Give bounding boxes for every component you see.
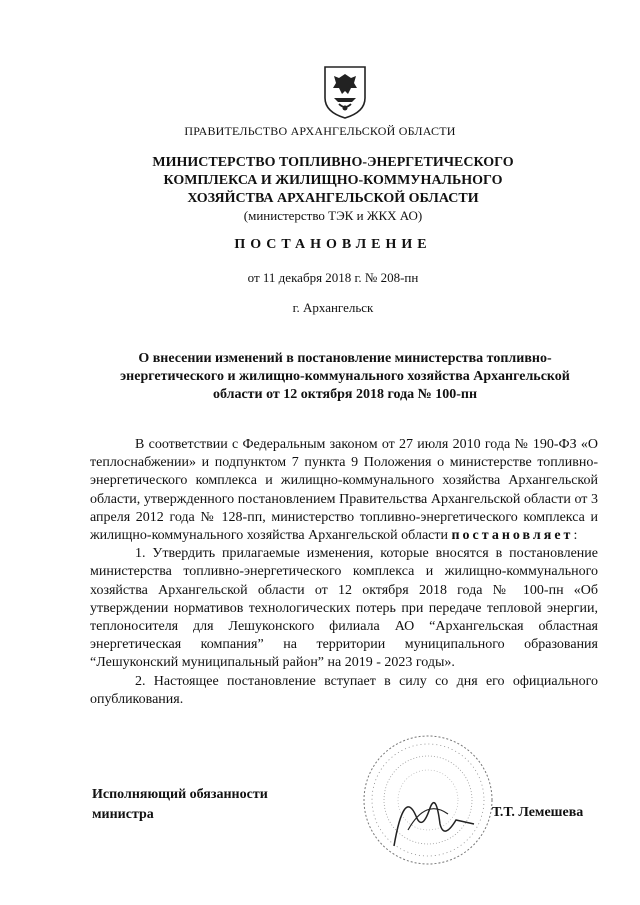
decrees-colon: : [573, 528, 578, 544]
signer-title-line: Исполняющий обязанности [92, 787, 268, 802]
signer-name: Т.Т. Лемешева [492, 805, 584, 820]
signer-title-line: министра [92, 807, 154, 822]
ministry-abbreviation: (министерство ТЭК и ЖКХ АО) [243, 208, 423, 223]
official-seal-icon [356, 728, 496, 878]
decrees-word: постановляет [451, 528, 574, 544]
ministry-line: ХОЗЯЙСТВА АРХАНГЕЛЬСКОЙ ОБЛАСТИ [187, 191, 479, 206]
ministry-line: КОМПЛЕКСА И ЖИЛИЩНО-КОММУНАЛЬНОГО [163, 173, 503, 188]
city: г. Архангельск [292, 300, 374, 315]
signer-title [92, 785, 268, 825]
ministry-name [0, 154, 640, 208]
government-name: ПРАВИТЕЛЬСТВО АРХАНГЕЛЬСКОЙ ОБЛАСТИ [184, 124, 456, 138]
ministry-line: МИНИСТЕРСТВО ТОПЛИВНО-ЭНЕРГЕТИЧЕСКОГО [152, 155, 514, 170]
preamble-text: В соответствии с Федеральным законом от 27 июля 2010 года № 190-ФЗ «О теплоснабжении» и подпунктом 7 пункта 9 Положения о министерстве топливно-энергетического комплекса и жилищно-коммунального хозяйства Архангельской области, утвержденного постановлением Правительства Архангельской области от 3 апреля 2012 года № 128-пп, министерство топливно-энергетического комплекса и жилищно-коммунального хозяйства Архангельской области [90, 437, 598, 544]
item-1: 1. Утвердить прилагаемые изменения, которые вносятся в постановление министерства топливно-энергетического комплекса и жилищно-коммунального хозяйства Архангельской области от 12 октября 2018 года № 100-пн «Об утверждении нормативов технологических потерь при передаче тепловой энергии, теплоносителя для Лешуконского филиала АО “Архангельская областная энергетическая компания” на территории муниципального образования “Лешуконский муниципальный район” на 2019 - 2023 годы». [90, 546, 598, 671]
document-subject: О внесении изменений в постановление министерства топливно-энергетического и жилищно-коммунального хозяйства Архангельской области от 12 октября 2018 года № 100-пн [120, 351, 570, 402]
coat-of-arms-icon [322, 64, 368, 120]
document-type: ПОСТАНОВЛЕНИЕ [234, 237, 432, 252]
date-number: от 11 декабря 2018 г. № 208-пн [247, 270, 419, 285]
item-2: 2. Настоящее постановление вступает в силу со дня его официального опубликования. [90, 673, 598, 707]
document-body [90, 436, 598, 709]
preamble-paragraph [90, 436, 598, 545]
